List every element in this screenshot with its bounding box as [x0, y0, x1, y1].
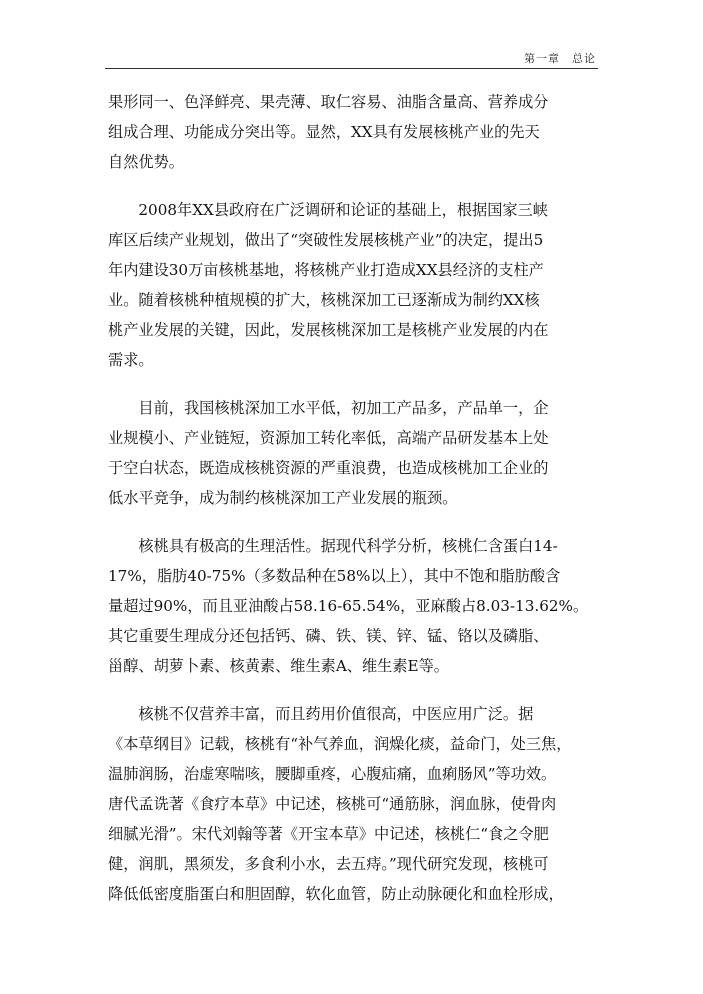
- text-line: 自然优势。: [108, 153, 184, 171]
- text-line: 《本草纲目》记载，核桃有“补气养血，润燥化痰，益命门，处三焦，: [108, 735, 572, 753]
- text-line: 目前，我国核桃深加工水平低，初加工产品多，产品单一，企: [108, 399, 549, 417]
- text-line: 果形同一、色泽鲜亮、果壳薄、取仁容易、油脂含量高、营养成分: [108, 93, 549, 111]
- text-line: 桃产业发展的关键，因此，发展核桃深加工是核桃产业发展的内在: [108, 321, 549, 339]
- paragraph-gap: [108, 681, 598, 699]
- text-line: 唐代孟诜著《食疗本草》中记述，核桃可“通筋脉，润血脉，使骨肉: [108, 795, 557, 813]
- paragraph-gap: [108, 177, 598, 195]
- text-line: 17%，脂肪40-75%（多数品种在58%以上），其中不饱和脂肪酸含: [108, 567, 561, 585]
- text-line: 温肺润肠，治虚寒喘咳，腰脚重疼，心腹疝痛，血痢肠风”等功效。: [108, 765, 557, 783]
- text-line: 量超过90%，而且亚油酸占58.16-65.54%，亚麻酸占8.03-13.62%。: [108, 597, 589, 615]
- document-body: [108, 87, 598, 909]
- text-line: 低水平竞争，成为制约核桃深加工产业发展的瓶颈。: [108, 489, 458, 507]
- text-line: 于空白状态，既造成核桃资源的严重浪费，也造成核桃加工企业的: [108, 459, 549, 477]
- page-header: [105, 48, 598, 69]
- chapter-title: 第一章 总论: [524, 52, 596, 65]
- text-line: 库区后续产业规划，做出了“突破性发展核桃产业”的决定，提出5: [108, 231, 544, 249]
- paragraph-gap: [108, 375, 598, 393]
- text-line: 核桃不仅营养丰富，而且药用价值很高，中医应用广泛。据: [108, 705, 534, 723]
- text-line: 其它重要生理成分还包括钙、磷、铁、镁、锌、锰、铬以及磷脂、: [108, 627, 549, 645]
- paragraph-3: [108, 393, 598, 513]
- text-line: 核桃具有极高的生理活性。据现代科学分析，核桃仁含蛋白14-: [108, 537, 558, 555]
- text-line: 年内建设30万亩核桃基地，将核桃产业打造成XX县经济的支柱产: [108, 261, 544, 279]
- text-line: 需求。: [108, 351, 154, 369]
- text-line: 健，润肌，黑须发，多食利小水，去五痔。”现代研究发现，核桃可: [108, 855, 549, 873]
- text-line: 业规模小、产业链短，资源加工转化率低，高端产品研发基本上处: [108, 429, 549, 447]
- text-line: 甾醇、胡萝卜素、核黄素、维生素A、维生素E等。: [108, 657, 449, 675]
- text-line: 2008年XX县政府在广泛调研和论证的基础上，根据国家三峡: [108, 201, 548, 219]
- paragraph-5: [108, 699, 598, 909]
- text-line: 降低低密度脂蛋白和胆固醇，软化血管，防止动脉硬化和血栓形成，: [108, 885, 564, 903]
- paragraph-4: [108, 531, 598, 681]
- paragraph-gap: [108, 513, 598, 531]
- text-line: 业。随着核桃种植规模的扩大，核桃深加工已逐渐成为制约XX核: [108, 291, 540, 309]
- text-line: 细腻光滑”。宋代刘翰等著《开宝本草》中记述，核桃仁“食之令肥: [108, 825, 549, 843]
- paragraph-2: [108, 195, 598, 375]
- paragraph-1: [108, 87, 598, 177]
- text-line: 组成合理、功能成分突出等。显然，XX具有发展核桃产业的先天: [108, 123, 540, 141]
